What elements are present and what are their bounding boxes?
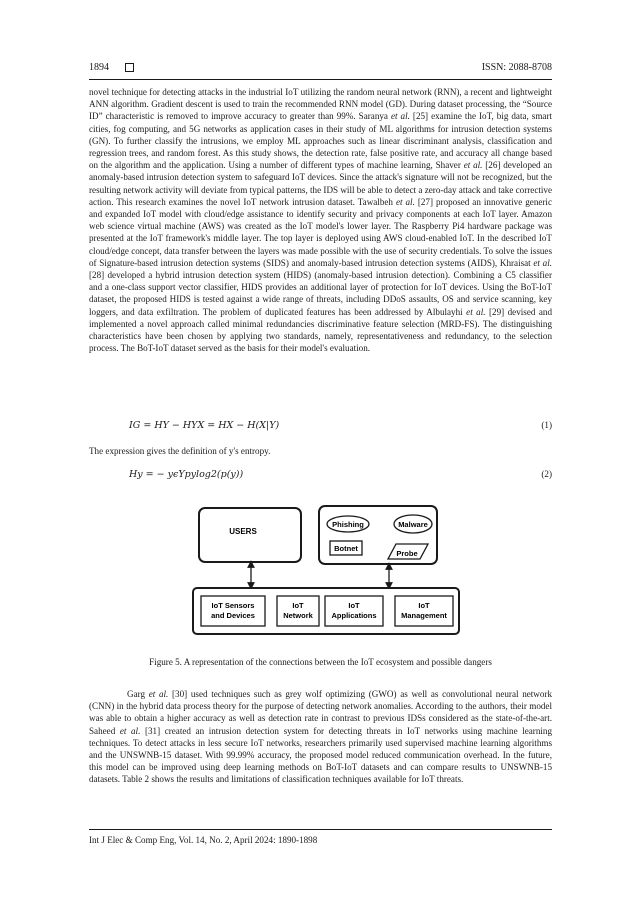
issn: ISSN: 2088-8708 <box>481 62 552 73</box>
square-icon <box>125 63 134 72</box>
malware-label: Malware <box>398 520 428 529</box>
figure-caption: Figure 5. A representation of the connections between the IoT ecosystem and possible dangers <box>149 657 492 667</box>
iot-network-label-1: IoT <box>292 601 304 610</box>
equation-1 <box>89 420 552 433</box>
iot-applications-label-1: IoT <box>348 601 360 610</box>
iot-management-label-2: Management <box>401 611 447 620</box>
equation-1-expr: IG = HY − HYX = HX − H(X|Y) <box>129 420 280 431</box>
iot-sensors-label-2: and Devices <box>211 611 255 620</box>
iot-threat-diagram <box>185 500 465 640</box>
paragraph-2: Garg et al. [30] used techniques such as grey wolf optimizing (GWO) as well as convolutional neural network (CNN) in the hybrid data process theory for the purpose of detecting network anomalies. According to the authors, their model was able to obtain a higher accuracy as well as detection rate in contrast to previous IDSs considered as the state-of-the-art. Saheed et al. [31] created an intrusion detection system for detecting threats in IoT networks using machine learning techniques. To detect attacks in less secure IoT networks, researchers primarily used supervised machine learning algorithms and the UNSWNB-15 dataset. With 99.99% accuracy, the proposed model reduced communication overhead. In the future, this model can be improved using deep learning methods on BoT-IoT datasets and can compare results to UNSWNB-15 datasets. Table 2 shows the results and limitations of classification techniques available for IoT threats. <box>89 689 553 785</box>
paragraph-1: novel technique for detecting attacks in the industrial IoT utilizing the random neural network (RNN), a recent and lightweight ANN algorithm. Gradient descent is used to train the recommended RNN model (GD). During dataset processing, the “Source ID” characteristic is removed to improve accuracy to greater than 99%. Saranya et al. [25] examine the IoT, big data, smart cities, fog computing, and 5G networks as application cases in their study of ML algorithms for intrusion detection systems (GN). To further classify the intrusions, we employ ML approaches such as linear discriminant analysis, classification and regression trees, and random forest. As this study shows, the detection rate, false positive rate, and accuracy all change based on the algorithm and the application. Using a number of different types of machine learning, Shaver et al. [26] developed an anomaly-based intrusion detection system to safeguard IoT devices. Since the attack's signature will not be recognized, but the resulting network activity will deviate from typical patterns, the IDS will be able to detect a zero-day attack and take corrective action. This research examines the novel IoT network intrusion dataset. Tawalbeh et al. [27] proposed an innovative generic and expanded IoT model with cloud/edge assistance to identify security and privacy components at each IoT layer. Amazon web science virtual machine (AWS) was created as the IoT model's lower layer. The Raspberry Pi4 hardware package was presented at the IoT framework's middle layer. The top layer is deployed using AWS cloud-enabled IoT. In the described IoT cloud/edge concept, data transfer between the layers was made possible with the use of security credentials. To solve the issues of Signature-based intrusion detection systems (SIDS) and anomaly-based intrusion detection systems (AIDS), Khraisat et al. [28] developed a hybrid intrusion detection system (HIDS) (anomaly-based intrusion detection). Combining a C5 classifier and a one-class support vector classifier, HIDS provides an additional layer of protection for IoT devices. Using the BoT-IoT dataset, the proposed HIDS is tested against a wide range of threats, including DDoS assaults, OS and service scanning, key loggers, and data exfiltration. The problem of duplicated features has been addressed by Albulayhi et al. [29] devised and implemented a novel approach called minimal redundancies discriminative feature selection (MRD-FS). The distinguishing characteristics have been chosen by applying two standards, namely, representativeness and redundancy, to the selection process. The BoT-IoT dataset served as the basis for their model's evaluation. <box>89 87 553 354</box>
iot-applications-label-2: Applications <box>331 611 377 620</box>
page-number: 1894 <box>89 62 109 73</box>
users-label: USERS <box>229 527 257 536</box>
header-rule <box>89 79 552 80</box>
botnet-label: Botnet <box>334 544 358 553</box>
equation-2-number: (2) <box>541 469 552 479</box>
phishing-label: Phishing <box>332 520 364 529</box>
equation-2-expr: Hy = − yϵYpylog2(p(y)) <box>129 469 244 480</box>
iot-network-label-2: Network <box>283 611 313 620</box>
page-header <box>89 62 552 76</box>
iot-sensors-label-1: IoT Sensors <box>211 601 255 610</box>
page-footer: Int J Elec & Comp Eng, Vol. 14, No. 2, April 2024: 1890-1898 <box>89 835 318 845</box>
iot-management-label-1: IoT <box>418 601 430 610</box>
equation-2 <box>89 469 552 482</box>
probe-label: Probe <box>396 549 418 558</box>
expression-text: The expression gives the definition of y's entropy. <box>89 446 271 456</box>
footer-rule <box>89 829 552 830</box>
equation-1-number: (1) <box>541 420 552 430</box>
